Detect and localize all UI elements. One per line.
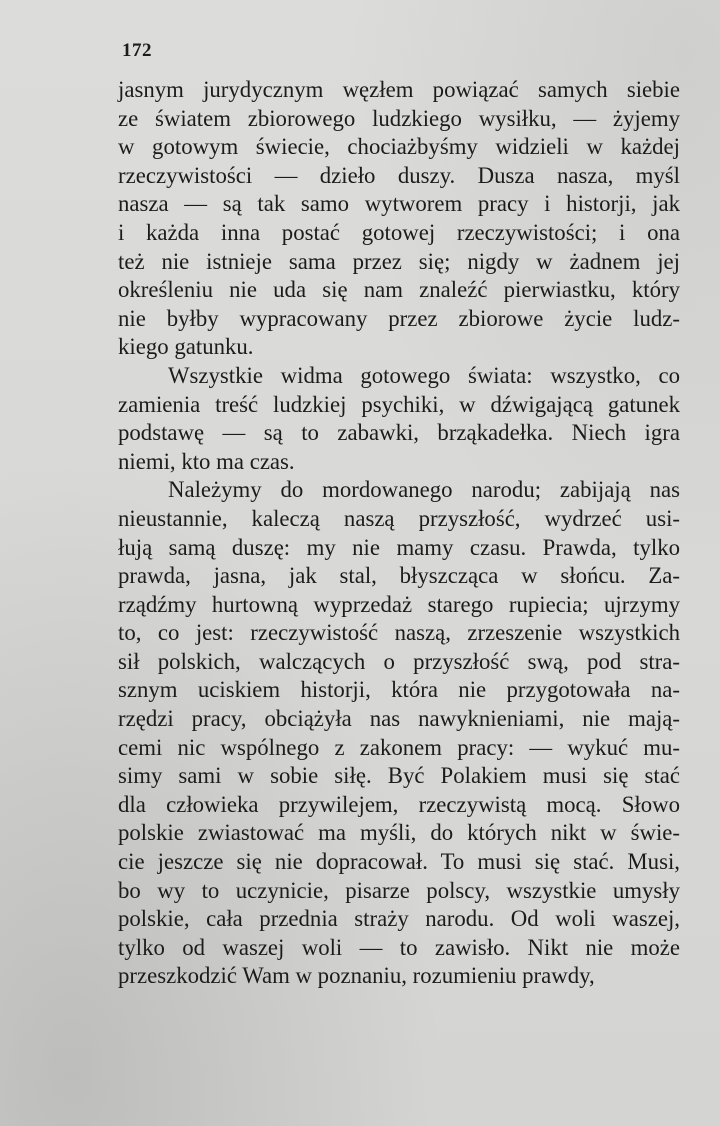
page-number: 172 <box>122 40 152 61</box>
text-line: simy sami w sobie siłę. Być Polakiem musi się stać <box>118 763 680 789</box>
text-line: w gotowym świecie, chociażbyśmy widzieli w każdej <box>118 134 680 160</box>
text-line: rządźmy hurtowną wyprzedaż starego rupiecia; ujrzymy <box>118 591 680 617</box>
text-line: przeszkodzić Wam w poznaniu, rozumieniu prawdy, <box>118 963 595 989</box>
text-line: rzędzi pracy, obciążyła nas nawyknieniami, nie mają- <box>118 706 680 732</box>
text-line: nasza — są tak samo wytworem pracy i historji, jak <box>118 191 680 217</box>
text-line: też nie istnieje sama przez się; nigdy w żadnem jej <box>118 248 680 274</box>
text-line: dla człowieka przywilejem, rzeczywistą mocą. Słowo <box>118 791 680 817</box>
text-line: określeniu nie uda się nam znaleźć pierwiastku, który <box>118 277 680 303</box>
text-line: i każda inna postać gotowej rzeczywistości; i ona <box>118 219 680 245</box>
text-line: cemi nic wspólnego z zakonem pracy: — wykuć mu- <box>118 734 680 760</box>
text-line: kiego gatunku. <box>118 334 254 360</box>
text-line: prawda, jasna, jak stal, błyszcząca w słońcu. Za- <box>118 563 680 589</box>
text-line: zamienia treść ludzkiej psychiki, w dźwigającą gatunek <box>118 391 680 417</box>
paragraph <box>118 476 680 991</box>
text-line: cie jeszcze się nie dopracował. To musi się stać. Musi, <box>118 849 680 875</box>
text-line: łują samą duszę: my nie mamy czasu. Prawda, tylko <box>118 534 680 560</box>
text-line: jasnym jurydycznym węzłem powiązać samych siebie <box>118 77 680 102</box>
text-line: polskie zwiastować ma myśli, do których nikt w świe- <box>118 820 680 846</box>
text-line: niemi, kto ma czas. <box>118 448 295 474</box>
text-line: to, co jest: rzeczywistość naszą, zrzeszenie wszystkich <box>118 620 680 646</box>
text-line: rzeczywistości — dzieło duszy. Dusza nasza, myśl <box>118 162 680 188</box>
text-line: nieustannie, kaleczą naszą przyszłość, wydrzeć usi- <box>118 505 680 531</box>
text-line: ze światem zbiorowego ludzkiego wysiłku, — żyjemy <box>118 105 680 131</box>
text-line: Należymy do mordowanego narodu; zabijają nas <box>168 477 680 503</box>
text-line: tylko od waszej woli — to zawisło. Nikt nie może <box>118 934 680 960</box>
text-line: nie byłby wypracowany przez zbiorowe życie ludz- <box>118 305 680 331</box>
text-line: sznym uciskiem historji, która nie przygotowała na- <box>118 677 680 703</box>
text-line: polskie, cała przednia straży narodu. Od woli waszej, <box>118 906 680 932</box>
text-line: Wszystkie widma gotowego świata: wszystko, co <box>168 362 680 388</box>
body-text <box>118 76 680 991</box>
paragraph <box>118 76 680 362</box>
text-line: bo wy to uczynicie, pisarze polscy, wszystkie umysły <box>118 877 680 903</box>
text-line: podstawę — są to zabawki, brząkadełka. Niech igra <box>118 420 680 446</box>
text-line: sił polskich, walczących o przyszłość swą, pod stra- <box>118 648 680 674</box>
paragraph <box>118 362 680 476</box>
